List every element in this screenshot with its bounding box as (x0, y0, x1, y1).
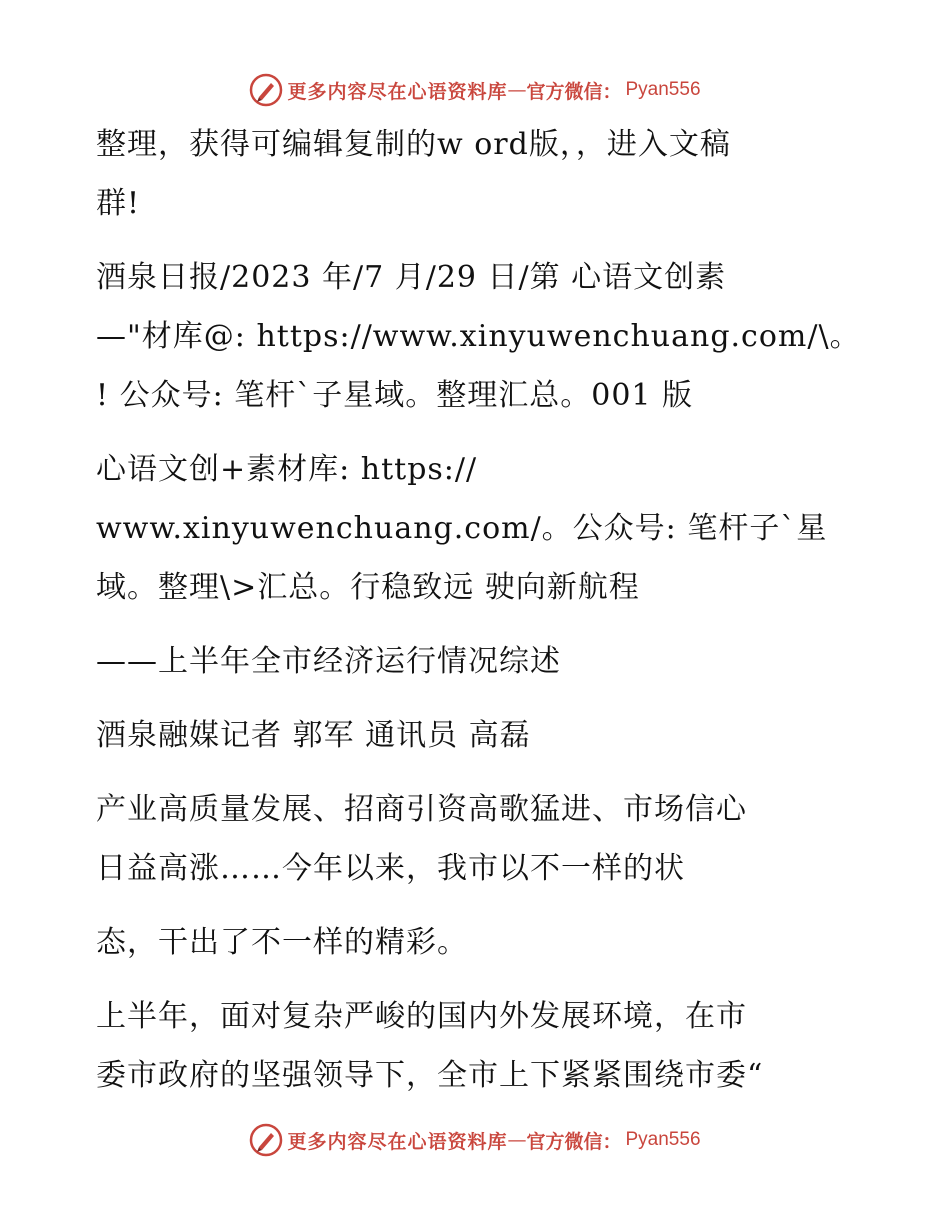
body-line-11: 产业高质量发展、招商引资高歌猛进、市场信心 (96, 792, 747, 827)
watermark-dash: — (507, 79, 527, 101)
header-watermark (0, 70, 950, 110)
pen-logo-icon (249, 73, 283, 107)
watermark-site-text: 更多内容尽在心语资料库 (287, 80, 508, 103)
body-line-14: 上半年，面对复杂严峻的国内外发展环境，在市 (96, 999, 747, 1034)
watermark-dash: — (507, 1129, 527, 1151)
body-line-2: 群! (96, 186, 141, 221)
body-line-1: 整理，获得可编辑复制的w ord版，，进入文稿 (96, 127, 731, 162)
body-line-7: www.xinyuwenchuang.com/。公众号: 笔杆子`星 (96, 511, 828, 546)
body-line-5: ! 公众号: 笔杆`子星域。整理汇总。001 版 (96, 378, 694, 413)
body-line-15: 委市政府的坚强领导下，全市上下紧紧围绕市委“ (96, 1058, 764, 1093)
body-line-9: ——上半年全市经济运行情况综述 (96, 644, 561, 679)
watermark-official-label: 官方微信： (526, 1130, 622, 1153)
watermark-wechat-id: Pyan556 (625, 1129, 701, 1150)
body-line-13: 态，干出了不一样的精彩。 (96, 925, 468, 960)
body-line-3: 酒泉日报/2023 年/7 月/29 日/第 心语文创素 (96, 260, 727, 295)
body-line-4: —"材库@: https://www.xinyuwenchuang.com/\。 (96, 319, 861, 354)
watermark-wechat-id: Pyan556 (625, 79, 701, 100)
pen-logo-icon (249, 1123, 283, 1157)
watermark-site-text: 更多内容尽在心语资料库 (287, 1130, 508, 1153)
body-line-8: 域。整理\>汇总。行稳致远 驶向新航程 (96, 570, 640, 605)
footer-watermark (0, 1120, 950, 1160)
watermark-official-label: 官方微信： (526, 80, 622, 103)
body-line-6: 心语文创+素材库: https:// (96, 452, 478, 487)
body-line-10: 酒泉融媒记者 郭军 通讯员 高磊 (96, 718, 531, 753)
body-line-12: 日益高涨……今年以来，我市以不一样的状 (96, 851, 685, 886)
